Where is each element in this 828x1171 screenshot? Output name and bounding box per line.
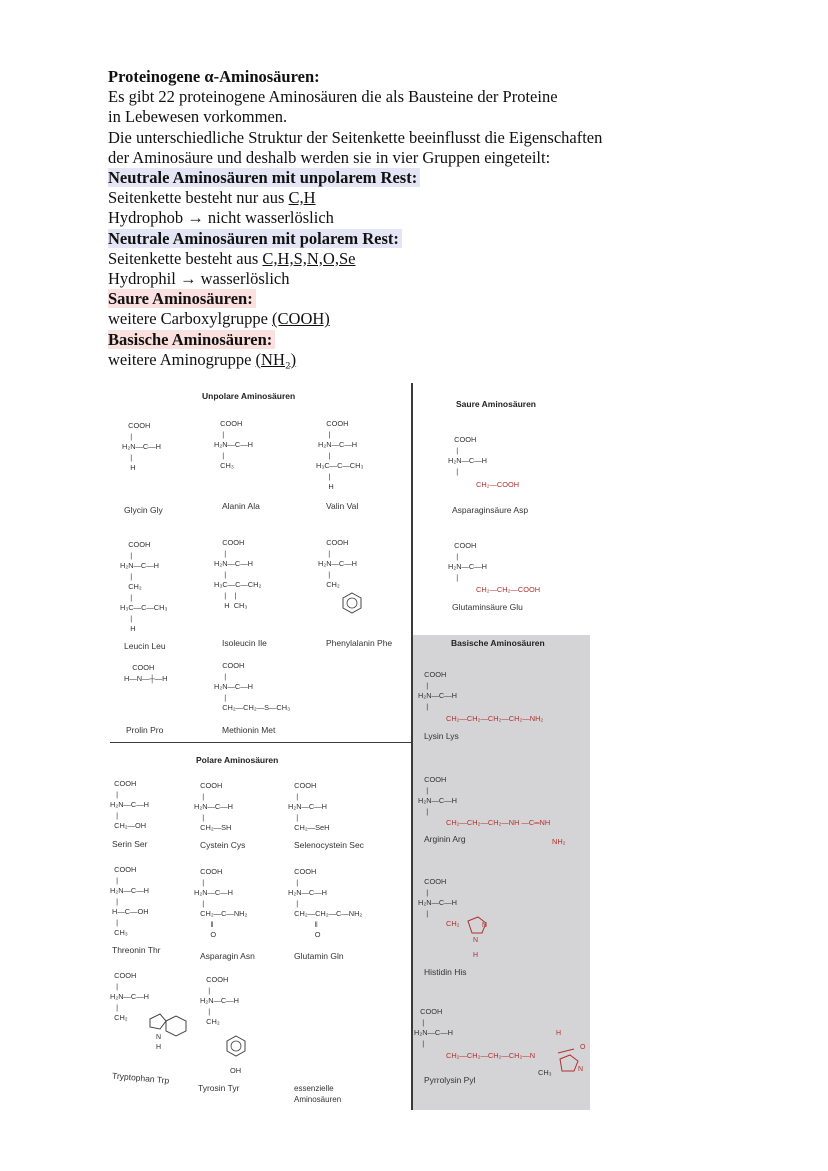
name-lys: Lysin Lys xyxy=(424,731,459,741)
indole-ring-trp xyxy=(146,1011,188,1051)
formula-lys-r: CH₂—CH₂—CH₂—CH₂—NH₂ xyxy=(446,714,544,723)
name-glu: Glutaminsäure Glu xyxy=(452,602,523,612)
benzene-ring-tyr xyxy=(226,1035,246,1057)
section-polar: Polare Aminosäuren xyxy=(196,755,279,765)
group1-title: Neutrale Aminosäuren mit unpolarem Rest: xyxy=(108,168,420,187)
name-ser: Serin Ser xyxy=(112,839,148,849)
formula-ile: COOH | H₂N—C—H | H₃C—C—CH₂ | | H CH₃ xyxy=(214,538,262,610)
intro-p1-l2: in Lebewesen vorkommen. xyxy=(108,107,288,127)
intro-text xyxy=(108,67,748,370)
name-arg: Arginin Arg xyxy=(424,834,466,844)
name-val: Valin Val xyxy=(326,501,359,511)
group2-title: Neutrale Aminosäuren mit polarem Rest: xyxy=(108,229,402,248)
name-phe: Phenylalanin Phe xyxy=(326,638,393,648)
svg-text:N: N xyxy=(482,922,488,929)
pyrroline-ring-pyl xyxy=(546,1027,588,1073)
name-asn: Asparagin Asn xyxy=(200,951,255,961)
formula-arg: COOH | H₂N—C—H | xyxy=(418,775,457,816)
formula-arg-nh2: NH₂ xyxy=(552,837,566,846)
divider-horizontal xyxy=(110,742,412,743)
group2-elements: C,H,S,N,O,Se xyxy=(262,248,356,268)
formula-glu-r: CH₂—CH₂—COOH xyxy=(476,585,541,594)
formula-tyr-oh: OH xyxy=(230,1066,242,1075)
group1-elements: C,H xyxy=(288,188,316,208)
name-trp: Tryptophan Trp xyxy=(111,1070,170,1086)
formula-tyr: COOH | H₂N—C—H | CH₂ xyxy=(200,975,239,1026)
amino-acid-chart xyxy=(110,383,590,1110)
formula-trp: COOH | H₂N—C—H | CH₂ xyxy=(110,971,149,1022)
name-leu: Leucin Leu xyxy=(124,641,166,651)
name-pyl: Pyrrolysin Pyl xyxy=(424,1075,476,1085)
formula-pyl-ch3: CH₃ xyxy=(538,1068,552,1077)
formula-cys: COOH | H₂N—C—H | CH₂—SH xyxy=(194,781,233,832)
formula-met: COOH | H₂N—C—H | CH₂—CH₂—S—CH₃ xyxy=(214,661,291,712)
group4-title: Basische Aminosäuren: xyxy=(108,330,275,349)
group2-line2: Hydrophil → wasserlöslich xyxy=(108,269,290,289)
name-gly: Glycin Gly xyxy=(124,505,163,515)
formula-pyl-r: CH₂—CH₂—CH₂—CH₂—N xyxy=(446,1051,536,1060)
note-essential: essenzielle Aminosäuren xyxy=(294,1084,342,1104)
intro-p1-l1: Es gibt 22 proteinogene Aminosäuren die als Bausteine der Proteine xyxy=(108,87,558,107)
name-met: Methionin Met xyxy=(222,725,276,735)
formula-arg-r: CH₂—CH₂—CH₂—NH —C═NH xyxy=(446,818,551,827)
name-gln: Glutamin Gln xyxy=(294,951,344,961)
intro-title: Proteinogene α-Aminosäuren: xyxy=(108,67,320,86)
name-ile: Isoleucin Ile xyxy=(222,638,267,648)
formula-gln: COOH | H₂N—C—H | CH₂—CH₂—C—NH₂ ‖ O xyxy=(288,867,363,939)
svg-text:N: N xyxy=(473,937,479,944)
name-tyr: Tyrosin Tyr xyxy=(198,1083,240,1093)
formula-thr: COOH | H₂N—C—H | H—C—OH | CH₃ xyxy=(110,865,149,937)
name-ala: Alanin Ala xyxy=(222,501,260,511)
formula-pro: COOH H—N—┼—H xyxy=(124,663,168,683)
group4-group: (NH₂) xyxy=(255,349,297,369)
svg-text:N: N xyxy=(156,1034,162,1041)
formula-pyl: COOH | H₂N—C—H | xyxy=(414,1007,453,1048)
formula-gly: COOH | H₂N—C—H | H xyxy=(122,421,161,472)
name-pro: Prolin Pro xyxy=(126,725,164,735)
formula-his: COOH | H₂N—C—H | xyxy=(418,877,457,918)
section-basisch: Basische Aminosäuren xyxy=(451,638,545,648)
name-sec: Selenocystein Sec xyxy=(294,840,364,850)
intro-p2-l2: der Aminosäure und deshalb werden sie in vier Gruppen eingeteilt: xyxy=(108,147,551,167)
svg-text:O: O xyxy=(580,1044,586,1051)
group1-line2: Hydrophob → nicht wasserlöslich xyxy=(108,208,334,228)
svg-text:H: H xyxy=(156,1044,162,1051)
group3-title: Saure Aminosäuren: xyxy=(108,289,256,308)
imidazole-ring-his xyxy=(462,915,492,959)
divider-vertical xyxy=(411,383,413,1110)
group2-line1: Seitenkette besteht aus xyxy=(108,248,263,268)
formula-val: COOH | H₂N—C—H | H₃C—C—CH₃ | H xyxy=(316,419,364,491)
svg-text:H: H xyxy=(556,1030,562,1037)
formula-lys: COOH | H₂N—C—H | xyxy=(418,670,457,711)
group3-line1: weitere Carboxylgruppe xyxy=(108,309,273,329)
name-asp: Asparaginsäure Asp xyxy=(452,505,529,515)
group1-line1: Seitenkette besteht nur aus xyxy=(108,188,289,208)
formula-asn: COOH | H₂N—C—H | CH₂—C—NH₂ ‖ O xyxy=(194,867,248,939)
formula-his-r: CH₂ xyxy=(446,919,460,928)
name-his: Histidin His xyxy=(424,967,467,977)
group3-group: (COOH) xyxy=(272,309,330,329)
formula-ser: COOH | H₂N—C—H | CH₂—OH xyxy=(110,779,149,830)
formula-ala: COOH | H₂N—C—H | CH₃ xyxy=(214,419,253,470)
svg-text:H: H xyxy=(473,952,479,959)
formula-sec: COOH | H₂N—C—H | CH₂—SeH xyxy=(288,781,330,832)
formula-phe: COOH | H₂N—C—H | CH₂ xyxy=(318,538,357,589)
formula-leu: COOH | H₂N—C—H | CH₂ | H₃C—C—CH₃ | H xyxy=(120,540,168,633)
formula-asp-r: CH₂—COOH xyxy=(476,480,520,489)
formula-asp: COOH | H₂N—C—H | xyxy=(448,435,487,476)
benzene-ring-phe xyxy=(342,592,362,614)
name-cys: Cystein Cys xyxy=(200,840,246,850)
svg-text:N: N xyxy=(578,1066,584,1073)
formula-glu: COOH | H₂N—C—H | xyxy=(448,541,487,582)
group4-line1: weitere Aminogruppe xyxy=(108,349,256,369)
name-thr: Threonin Thr xyxy=(112,945,161,955)
section-sauer: Saure Aminosäuren xyxy=(456,399,536,409)
section-unpolar: Unpolare Aminosäuren xyxy=(202,391,296,401)
intro-p2-l1: Die unterschiedliche Struktur der Seitenkette beeinflusst die Eigenschaften xyxy=(108,127,603,147)
